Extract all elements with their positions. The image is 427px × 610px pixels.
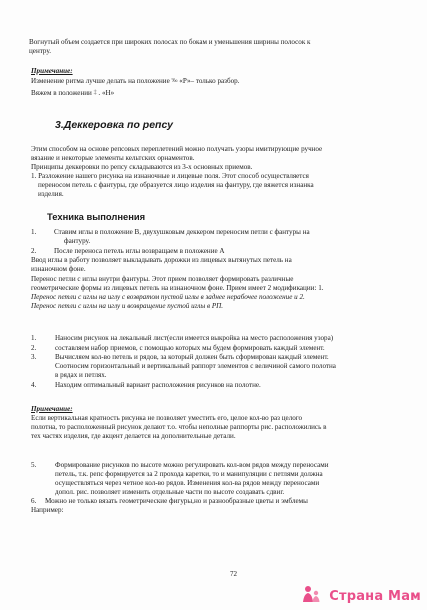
text-line: геометрические формы из лицевых петель на изнаночном фоне. Прием имеет 2 модификации: 1.: [31, 284, 324, 292]
list-text: Находим оптимальный вариант расположения рисунков на полотне.: [55, 381, 261, 389]
knit-symbol-icon: ‰: [171, 78, 178, 84]
list-text: осуществляться через четное кол-во рядов. Изменения кол-ва рядов между переносами: [55, 479, 320, 487]
list-text: Можно не только вязать геометрические фигуры,но и разнообразные цветы и эмблемы: [45, 497, 308, 505]
note-text: Вяжем в положении: [31, 89, 92, 97]
text-line: Перенос петли с иглы на иглу с возвратом пустой иглы в заднее нерабочее положение и 2.: [31, 293, 305, 301]
list-number: 3.: [31, 353, 37, 361]
list-number: 2.: [31, 344, 37, 352]
text-line: Принципы деккеровки по репсу складываются из 3-х основных приемов.: [31, 163, 253, 171]
list-number: 1.: [31, 334, 37, 342]
list-number: 1.: [31, 228, 37, 236]
list-text: Соотносим горизонтальный и вертикальный раппорт элементов с величиной самого полотна: [55, 362, 336, 370]
text-line: Перенос петли с иглы внутри фантуры. Этот прием позволяет формировать различные: [31, 275, 294, 283]
knit-symbol-icon: ‡: [93, 90, 97, 96]
section-title: 3.Деккеровка по репсу: [55, 119, 173, 131]
note-text: Изменение ритма лучше делать на положение: [31, 77, 170, 85]
text-line: переносом петель с фантуры, где образуется лицо изделия на фантуру, где вяжется изнанка: [38, 181, 314, 189]
note-line: [31, 89, 114, 98]
list-text: После переноса петель иглы возвращаем в положение А: [54, 247, 225, 255]
list-number: 4.: [31, 381, 37, 389]
list-text: Формирование рисунков по высоте можно регулировать кол-вом рядов между переносами: [55, 461, 329, 469]
text-line: центру.: [29, 47, 51, 55]
list-text: петель, т.к. репс формируется за 2 прохода каретки, то и манипуляции с петлями должна: [55, 470, 323, 478]
list-text: составляем набор приемов, с помощью которых мы будем формировать каждый элемент.: [55, 344, 325, 352]
list-text: допол. рис. позволяет изменить отдельные части по высоте создавать сдвиг.: [55, 488, 285, 496]
list-text: в рядах и петлях.: [55, 371, 107, 379]
text-line: изделия.: [38, 190, 64, 198]
text-line: изнаночном фоне.: [31, 265, 86, 273]
list-text: Наносим рисунок на лекальный лист(если имеется выкройка на место расположения узора): [55, 334, 334, 342]
list-number: 5.: [31, 461, 37, 469]
list-text: фантуру.: [64, 237, 91, 245]
page-number: 72: [230, 570, 238, 578]
note-line: тех частях изделия, где акцент делается на дополнительные детали.: [31, 432, 236, 440]
subsection-title: Техника выполнения: [47, 211, 146, 222]
text-line: Вогнутый объем создается при широких полосах по бокам и уменьшения ширины полосок к: [29, 38, 311, 46]
list-number: 2.: [31, 247, 37, 255]
list-text: Ставим иглы в положение В, двухушковым деккером переносим петли с фантуры на: [54, 228, 310, 236]
mother-child-icon: [301, 585, 321, 603]
note-text: «Р»– только разбор.: [179, 77, 240, 85]
list-number: 6.: [31, 497, 37, 505]
text-line: Ввод иглы в работу позволяет выкладывать дорожки из лицевых вытянутых петель на: [31, 256, 292, 264]
note-text: . «Н»: [98, 89, 115, 97]
note-heading: Примечание:: [31, 405, 73, 413]
text-line: 1. Разложение нашего рисунка на изнаночные и лицевые поля. Этот способ осуществляется: [31, 172, 309, 180]
text-line: Этим способом на основе репсовых переплетений можно получать узоры имитирующие ручное: [31, 145, 323, 153]
note-line: [31, 77, 239, 86]
watermark-text: Страна Мам: [329, 589, 421, 604]
note-line: Если вертикальная кратность рисунка не позволяет уместить его, целое кол-во раз целого: [31, 414, 303, 422]
text-line: вязание и некоторые элементы кельтских орнаментов.: [31, 154, 195, 162]
list-text: Например:: [31, 506, 64, 514]
text-line: Перенос петли с иглы на иглу и возвращение пустой иглы в РП.: [31, 302, 224, 310]
note-line: полотна, то расположенный рисунок делают т.о. чтобы неполные раппорты рис. расположились в: [31, 423, 327, 431]
note-heading: Примечание:: [31, 67, 73, 75]
list-text: Вычисляем кол-во петель и рядов, за который должен быть сформирован каждый элемент.: [55, 353, 329, 361]
site-watermark: [301, 584, 421, 606]
